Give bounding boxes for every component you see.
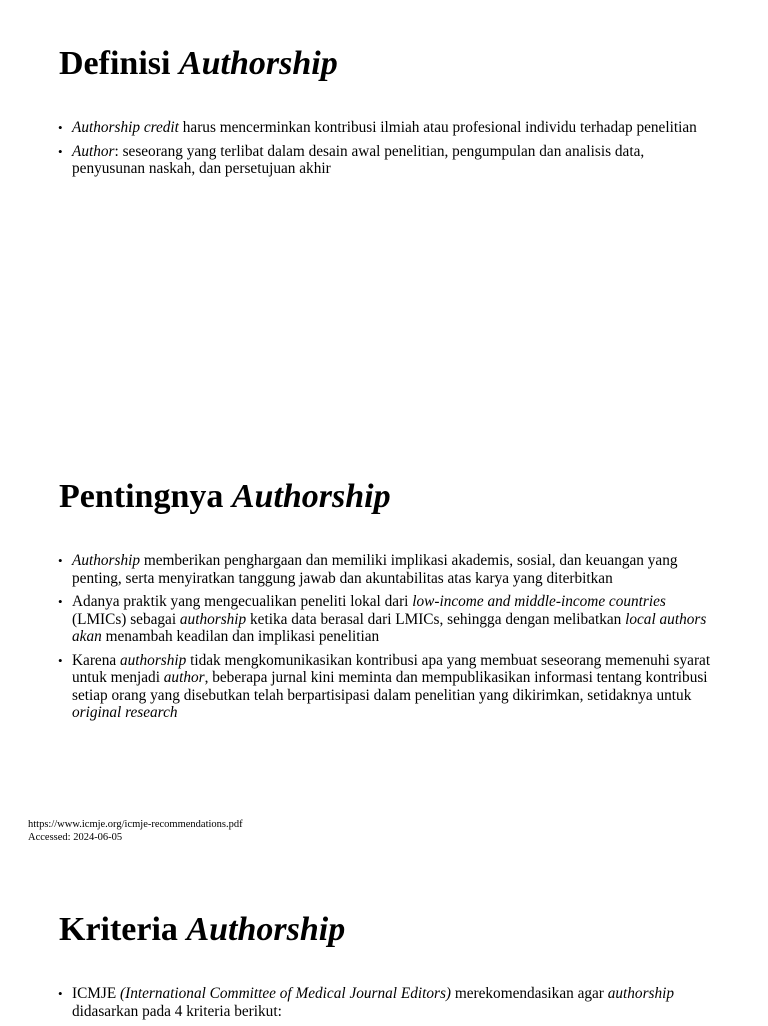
reference-url: https://www.icmje.org/icmje-recommendations.pdf <box>28 819 243 830</box>
bullet-dot-icon: • <box>58 986 63 1001</box>
bullet-text-italic: Authorship credit <box>72 119 179 136</box>
bullet-text-italic: Authorship <box>72 552 140 569</box>
bullet-text: (LMICs) sebagai <box>72 610 180 628</box>
title-plain: Definisi <box>59 45 179 82</box>
title-italic: Authorship <box>186 911 346 948</box>
bullet-text: Adanya praktik yang mengecualikan peneliti lokal dari <box>72 593 413 610</box>
bullet-item <box>58 119 718 137</box>
bullet-dot-icon: • <box>58 143 63 159</box>
bullet-text-italic: authorship <box>607 985 675 1002</box>
bullet-item <box>58 593 718 646</box>
title-italic: Authorship <box>231 478 391 515</box>
bullet-dot-icon: • <box>58 652 63 668</box>
bullet-text: merekomendasikan agar <box>451 985 608 1002</box>
bullet-text-italic: Author <box>72 142 115 160</box>
title-italic: Authorship <box>178 45 338 82</box>
reference-accessed-date: Accessed: 2024-06-05 <box>28 832 123 843</box>
bullet-list-definisi <box>58 119 718 184</box>
slide-title-definisi <box>59 44 338 83</box>
bullet-item <box>58 985 718 1020</box>
bullet-text: ketika data berasal dari LMICs, sehingga dengan melibatkan <box>246 610 626 628</box>
bullet-text-italic: local authors akan <box>72 610 707 645</box>
bullet-list-pentingnya <box>58 552 718 728</box>
bullet-text: : seseorang yang terlibat dalam desain awal penelitian, pengumpulan dan analisis data, penyusunan naskah, dan persetujuan akhir <box>72 142 645 177</box>
bullet-text-italic: authorship <box>119 651 187 669</box>
bullet-list-kriteria <box>58 985 718 1026</box>
bullet-text: menambah keadilan dan implikasi penelitian <box>101 628 380 645</box>
title-plain: Kriteria <box>59 911 187 948</box>
bullet-text: Karena <box>72 651 120 669</box>
slide-title-kriteria <box>59 910 345 949</box>
bullet-text: harus mencerminkan kontribusi ilmiah atau profesional individu terhadap penelitian <box>178 119 697 136</box>
bullet-item <box>58 143 718 178</box>
bullet-text-italic: original research <box>72 704 178 721</box>
bullet-dot-icon: • <box>58 553 63 568</box>
bullet-text: didasarkan pada 4 kriteria berikut: <box>72 1002 282 1020</box>
bullet-text-italic: authorship <box>179 610 247 628</box>
bullet-item <box>58 652 718 722</box>
reference-footnote <box>28 818 243 844</box>
bullet-dot-icon: • <box>58 120 63 135</box>
bullet-text-italic: (International Committee of Medical Journal Editors) <box>120 985 451 1002</box>
bullet-text: memberikan penghargaan dan memiliki implikasi akademis, sosial, dan keuangan yang penting, serta menyiratkan tanggung jawab dan akuntabilitas atas karya yang diterbitkan <box>72 552 678 587</box>
bullet-text-italic: low-income and middle-income countries <box>412 593 666 610</box>
bullet-text-italic: author <box>163 669 205 686</box>
bullet-text: ICMJE <box>72 985 121 1002</box>
title-plain: Pentingnya <box>59 478 232 515</box>
slide-title-pentingnya <box>59 477 391 516</box>
bullet-text: tidak mengkomunikasikan kontribusi apa yang membuat seseorang memenuhi syarat untuk menjadi <box>72 651 711 686</box>
bullet-text: , beberapa jurnal kini meminta dan mempublikasikan informasi tentang kontribusi setiap orang yang disebutkan telah berpartisipasi dalam penelitian yang dikirimkan, setidaknya untuk <box>72 669 708 704</box>
bullet-item <box>58 552 718 587</box>
bullet-dot-icon: • <box>58 594 63 609</box>
